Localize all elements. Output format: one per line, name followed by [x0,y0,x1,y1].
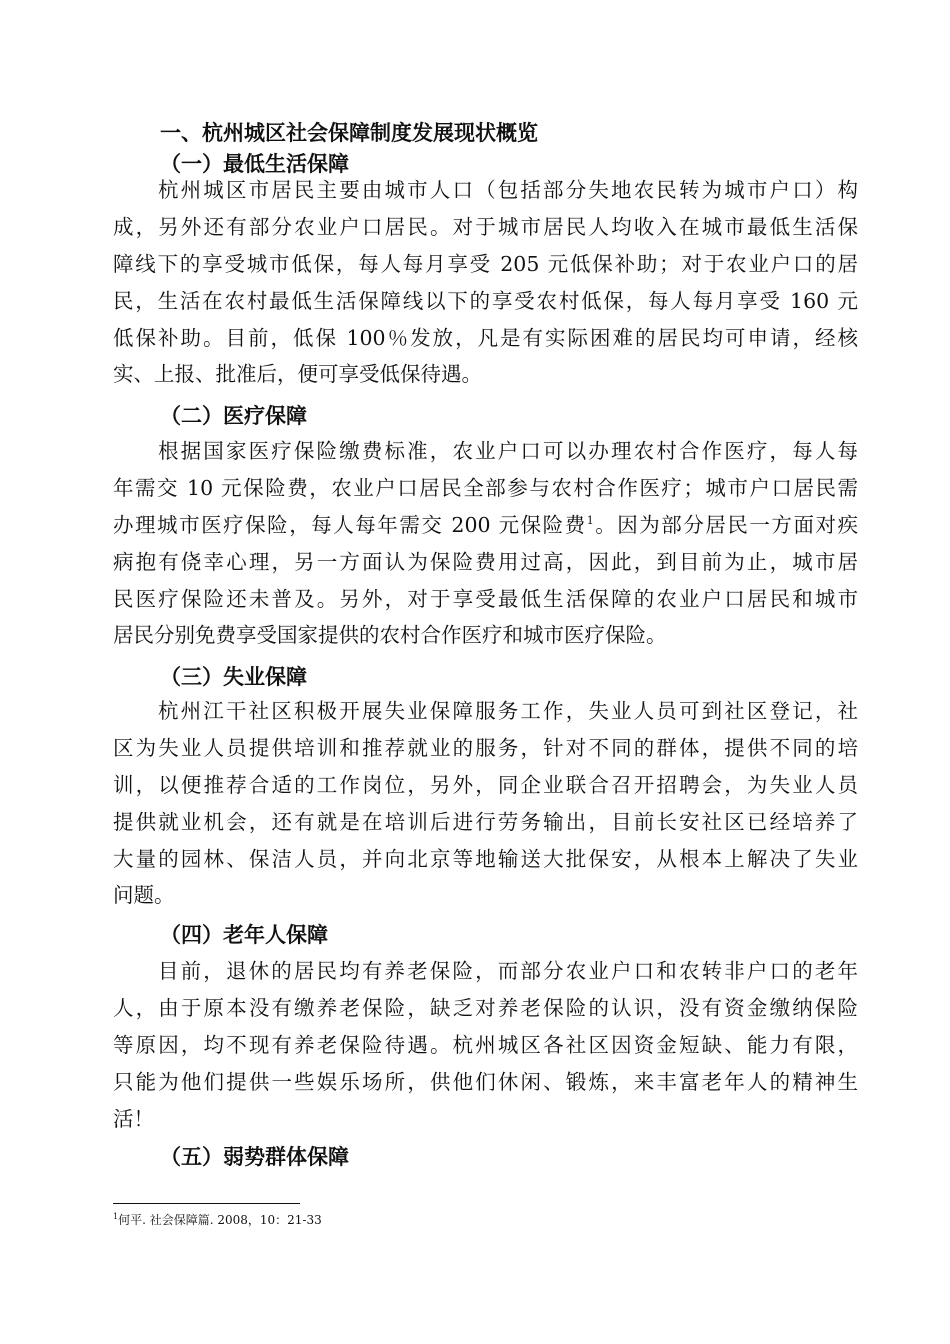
paragraph-line: 人，由于原本没有缴养老保险，缺乏对养老保险的认识，没有资金缴纳保险 [113,995,858,1020]
paragraph-line: 等原因，均不现有养老保险待遇。杭州城区各社区因资金短缺、能力有限， [113,1032,858,1057]
paragraph-line: 问题。 [113,883,175,908]
line-text: 办理城市医疗保险，每人每年需交 200 元保险费 [113,512,587,537]
footnote-text: 何平. 社会保障篇. 2008，10：21-33 [118,1213,322,1227]
footnote-reference[interactable]: 1 [586,513,594,527]
line-text: 。因为部分居民一方面对疾 [593,512,858,537]
paragraph-line: 年需交 10 元保险费，农业户口居民全部参与农村合作医疗；城市户口居民需 [113,475,858,500]
paragraph-line: 居民分别免费享受国家提供的农村合作医疗和城市医疗保险。 [113,623,667,648]
paragraph-line: 只能为他们提供一些娱乐场所，供他们休闲、锻炼，来丰富老年人的精神生 [113,1069,858,1094]
paragraph-elderly [113,953,858,1137]
paragraph-line: 提供就业机会，还有就是在培训后进行劳务输出，目前长安社区已经培养了 [113,809,858,834]
paragraph-line: 活！ [113,1106,154,1131]
paragraph-minimum-living [113,172,858,393]
paragraph-line [113,507,858,544]
paragraph-line: 障线下的享受城市低保，每人每月享受 205 元低保补助；对于农业户口的居 [113,251,858,276]
paragraph-line: 区为失业人员提供培训和推荐就业的服务，针对不同的群体，提供不同的培 [113,735,858,760]
paragraph-line: 训，以便推荐合适的工作岗位，另外，同企业联合召开招聘会，为失业人员 [113,772,858,797]
paragraph-line: 民医疗保险还未普及。另外，对于享受最低生活保障的农业户口居民和城市 [113,586,858,611]
paragraph-line: 杭州城区市居民主要由城市人口（包括部分失地农民转为城市户口）构 [158,178,858,202]
paragraph-line: 实、上报、批准后，便可享受低保待遇。 [113,362,482,387]
paragraph-line: 低保补助。目前，低保 100％发放，凡是有实际困难的居民均可申请，经核 [113,325,858,350]
section-heading-3: （三）失业保障 [160,665,307,689]
paragraph-unemployment [113,693,858,914]
paragraph-line: 大量的园林、保洁人员，并向北京等地输送大批保安，从根本上解决了失业 [113,846,858,871]
section-heading-4: （四）老年人保障 [160,923,328,947]
paragraph-line: 病抱有侥幸心理，另一方面认为保险费用过高，因此，到目前为止，城市居 [113,549,858,574]
document-title: 一、杭州城区社会保障制度发展现状概览 [160,121,538,145]
section-heading-5: （五）弱势群体保障 [160,1145,349,1169]
paragraph-line: 成，另外还有部分农业户口居民。对于城市居民人均收入在城市最低生活保 [113,214,858,239]
paragraph-medical [113,433,858,654]
section-heading-1: （一）最低生活保障 [160,152,349,176]
paragraph-line: 民，生活在农村最低生活保障线以下的享受农村低保，每人每月享受 160 元 [113,288,858,313]
footnote-marker: 1 [113,1212,119,1221]
paragraph-line: 目前，退休的居民均有养老保险，而部分农业户口和农转非户口的老年 [158,959,858,983]
paragraph-line: 根据国家医疗保险缴费标准，农业户口可以办理农村合作医疗，每人每 [158,439,858,463]
section-heading-2: （二）医疗保障 [160,404,307,428]
footnote-divider [113,1203,300,1204]
footnote [113,1212,322,1228]
paragraph-line: 杭州江干社区积极开展失业保障服务工作，失业人员可到社区登记，社 [158,699,858,723]
